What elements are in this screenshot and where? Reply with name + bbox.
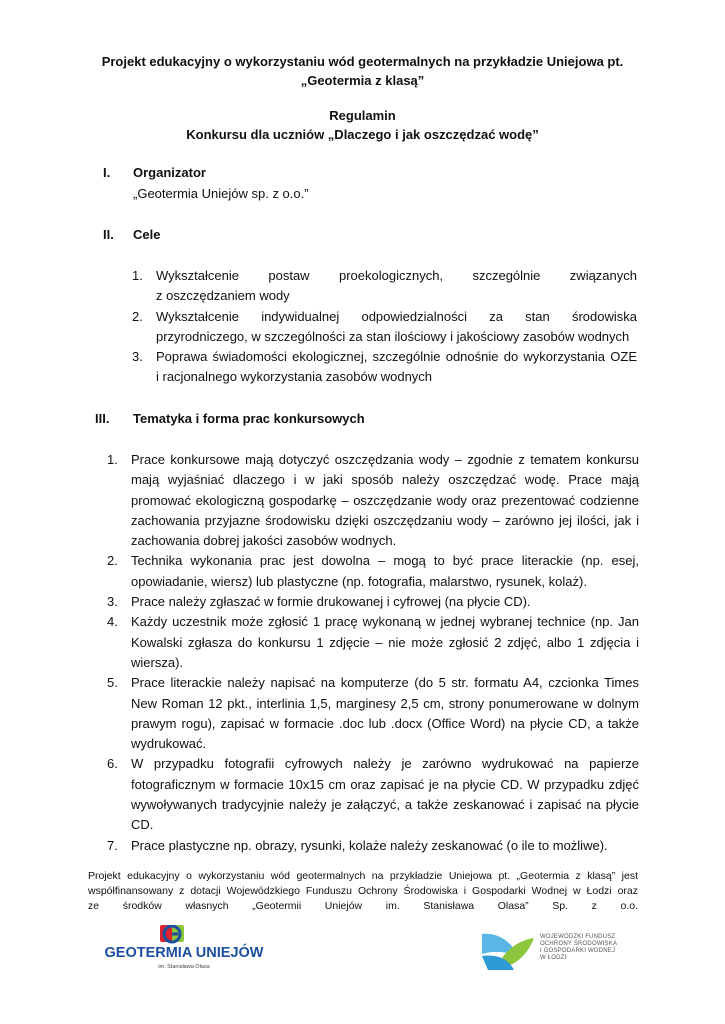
list-item	[107, 592, 639, 612]
list-item-line: Wykształcenie postaw proekologicznych, szczególnie związanych	[156, 268, 637, 283]
list-item	[107, 612, 639, 673]
project-title	[60, 52, 665, 90]
list-item	[107, 836, 639, 856]
wfos-name-line: WOJEWÓDZKI FUNDUSZ	[540, 934, 616, 940]
list-item-text: Technika wykonania prac jest dowolna – mogą to być prace literackie (np. esej, opowiadanie, wiersz) lub plastyczne (np. fotografia, malarstwo, rysunek, kolaż).	[131, 553, 639, 589]
list-number: 7.	[107, 837, 118, 853]
list-item	[107, 754, 639, 835]
logo-name-text: GEOTERMIA UNIEJÓW	[104, 945, 264, 961]
list-item-text: Każdy uczestnik może zgłosić 1 pracę wykonaną w jednej wybranej technice (np. Jan Kowalski zgłasza do konkursu 1 zdjęcie – nie może zgłosić 2 zdjęć, albo 1 zdjęcia i wiersza).	[131, 614, 639, 670]
list-number: 5.	[107, 675, 118, 691]
project-title-line2: „Geotermia z klasą”	[300, 73, 425, 88]
wfos-name-line: W ŁODZI	[540, 955, 567, 961]
list-number: 6.	[107, 756, 118, 772]
list-item-text: Prace konkursowe mają dotyczyć oszczędzania wody – zgodnie z tematem konkursu mają wyjaśniać dlaczego i w jaki sposób należy oszczędzać wodę. Prace mają promować ekologiczną gospodarkę – oszczędzanie wody oraz prezentować codzienne zachowania przyjazne środowisku dzięki oszczędzaniu wody – zarówno jej ilości, jak i zachowania dobrej jakości zasobów wodnych.	[131, 452, 639, 549]
list-item-text: Prace należy zgłaszać w formie drukowanej i cyfrowej (na płycie CD).	[131, 594, 531, 610]
list-item	[107, 673, 639, 754]
list-number: 2.	[132, 308, 143, 324]
goals-list	[132, 266, 637, 388]
geotermia-uniejow-logo	[94, 925, 274, 973]
section-3-heading	[95, 411, 365, 426]
section-2-title: Cele	[133, 227, 161, 242]
funding-note-line: współfinansowany z dotacji Wojewódzkiego Funduszu Ochrony Środowiska i Gospodarki Wodnej w Łodzi oraz	[88, 885, 638, 897]
funding-note	[88, 869, 638, 914]
section-3-title: Tematyka i forma prac konkursowych	[133, 411, 365, 426]
organizer-name: „Geotermia Uniejów sp. z o.o.”	[133, 186, 309, 201]
list-item-text: Prace plastyczne np. obrazy, rysunki, kolaże należy zeskanować (o ile to możliwe).	[131, 837, 608, 853]
list-item-line: i racjonalnego wykorzystania zasobów wodnych	[156, 369, 433, 385]
list-number: 1.	[107, 452, 118, 467]
list-item	[132, 347, 637, 388]
list-item-text: Prace literackie należy napisać na komputerze (do 5 str. formatu A4, czcionka Times New Roman 12 pkt., interlinia 1,5, marginesy 2,5 cm, strony ponumerowane w dolnym prawym rogu), zapisać w formacie .doc lub .docx (Office Word) na płycie CD, a także wydrukować.	[131, 675, 639, 752]
funding-note-line: Projekt edukacyjny o wykorzystaniu wód geotermalnych na przykładzie Uniejowa pt. „Geotermia z klasą” jest	[88, 870, 638, 882]
section-2-heading	[103, 227, 160, 242]
list-item-line: z oszczędzaniem wody	[156, 288, 290, 304]
wfos-leaf-icon	[478, 926, 538, 976]
list-item-text: W przypadku fotografii cyfrowych należy je zarówno wydrukować na papierze fotograficznym w formacie 10x15 cm oraz zapisać je na płycie CD. W przypadku zdjęć wywoływanych tradycyjnie należy je załączyć, a także zeskanować i zapisać na płycie CD.	[131, 756, 639, 833]
section-1-title: Organizator	[133, 165, 206, 180]
section-1-heading	[103, 165, 206, 180]
funding-note-line: ze środków własnych „Geotermii Uniejów im. Stanisława Olasa” Sp. z o.o.	[88, 900, 638, 912]
wfos-name-line: OCHRONY ŚRODOWISKA	[540, 941, 618, 947]
wfos-name-line: I GOSPODARKI WODNEJ	[540, 948, 616, 954]
list-item	[132, 307, 637, 348]
list-number: 3.	[132, 349, 143, 365]
regulamin-label: Regulamin	[329, 108, 396, 123]
list-item-line: przyrodniczego, w szczególności za stan ilościowy i jakościowy zasobów wodnych	[156, 328, 630, 344]
list-item-line: Wykształcenie indywidualnej odpowiedzialności za stan środowiska	[156, 308, 637, 324]
section-2-number: II.	[103, 227, 114, 242]
regulations-heading	[60, 106, 665, 144]
list-item	[132, 266, 637, 307]
logo-sub-text: im. Stanisława Olasa	[158, 964, 210, 970]
list-item-line: Poprawa świadomości ekologicznej, szczególnie odnośnie do wykorzystania OZE	[156, 349, 637, 365]
list-number: 3.	[107, 594, 118, 610]
section-1-number: I.	[103, 165, 111, 180]
list-item	[107, 551, 639, 592]
list-number: 4.	[107, 614, 118, 630]
geotermia-logo-icon	[94, 925, 274, 973]
rules-list	[107, 450, 639, 856]
list-item	[107, 450, 639, 551]
list-number: 2.	[107, 553, 118, 569]
section-3-number: III.	[95, 411, 110, 426]
list-number: 1.	[132, 268, 143, 283]
wfos-name	[540, 934, 630, 962]
contest-title: Konkursu dla uczniów „Dlaczego i jak oszczędzać wodę”	[186, 127, 539, 142]
project-title-line1: Projekt edukacyjny o wykorzystaniu wód geotermalnych na przykładzie Uniejowa pt.	[101, 54, 624, 69]
